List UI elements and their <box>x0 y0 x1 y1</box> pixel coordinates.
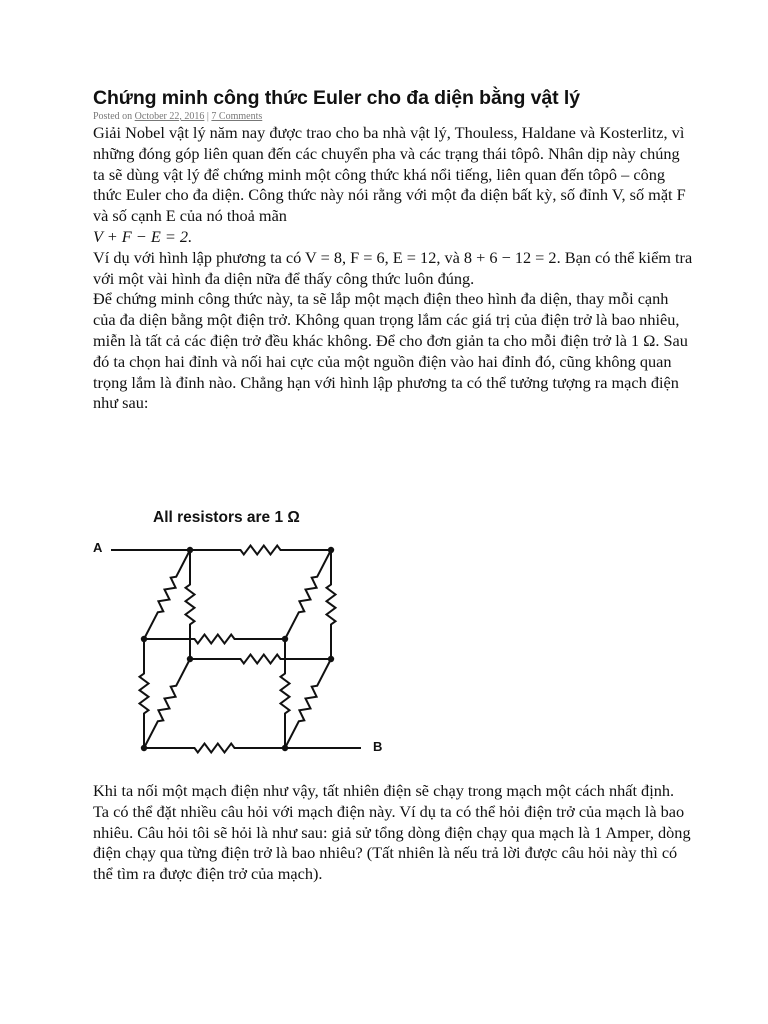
paragraph-circuit-setup: Để chứng minh công thức này, ta sẽ lắp một mạch điện theo hình đa diện, thay mỗi cạnh của đa diện bằng một điện trở. Không quan trọng lắm các giá trị của điện trở là bao nhiêu, miễn là tất cả các điện trở đều khác không. Để cho đơn giản ta cho mỗi điện trở là 1 Ω. Sau đó ta chọn hai đỉnh và nối hai cực của một nguồn điện vào hai đỉnh đó, cũng không quan trọng lắm là đỉnh nào. Chẳng hạn với hình lập phương ta có thể tưởng tượng ra mạch điện như sau: <box>93 289 688 413</box>
resistor-back-left-vertical <box>186 550 195 659</box>
post-date-link[interactable]: October 22, 2016 <box>134 111 205 122</box>
paragraph-circuit-question: Khi ta nối một mạch điện như vậy, tất nhiên điện sẽ chạy trong mạch một cách nhất định. Ta có thể đặt nhiều câu hỏi với mạch điện này. Ví dụ ta có thể hỏi điện trở của mạch là bao nhiêu. Câu hỏi tôi sẽ hỏi là như sau: giả sử tổng dòng điện chạy qua mạch là 1 Amper, dòng điện chạy qua từng điện trở là bao nhiêu? (Tất nhiên là nếu trả lời được câu hỏi này thì có thể tìm ra được điện trở của mạch). <box>93 781 691 884</box>
resistor-bottom-back <box>190 655 331 664</box>
resistor-top-back <box>190 546 331 555</box>
resistor-bottom-front <box>144 744 285 753</box>
resistor-top-left-diagonal <box>144 550 190 639</box>
resistor-front-right-vertical <box>281 639 290 748</box>
resistor-top-front <box>144 635 285 644</box>
resistor-back-right-vertical <box>327 550 336 659</box>
cube-circuit-figure <box>93 497 393 772</box>
resistor-front-left-vertical <box>140 639 149 748</box>
posted-on-label: Posted on <box>93 111 135 122</box>
comments-link[interactable]: 7 Comments <box>211 111 263 122</box>
article-title: Chứng minh công thức Euler cho đa diện bằng vật lý <box>93 87 580 109</box>
paragraph-after-figure-wrap <box>93 781 693 885</box>
euler-formula: V + F − E = 2. <box>93 226 193 246</box>
paragraph-intro: Giải Nobel vật lý năm nay được trao cho ba nhà vật lý, Thouless, Haldane và Kosterlitz, vì những đóng góp liên quan đến các chuyển pha và các trạng thái tôpô. Nhân dịp này chúng ta sẽ dùng vật lý để chứng minh một công thức khá nổi tiếng, liên quan đến tôpô – công thức Euler cho đa diện. Công thức này nói rằng với một đa diện bất kỳ, số đỉnh V, số mặt F và số cạnh E của nó thoả mãn <box>93 123 686 226</box>
junction-node <box>328 656 334 662</box>
terminal-a-label: A <box>93 540 103 555</box>
article <box>93 86 693 884</box>
junction-node <box>187 547 193 553</box>
paragraph-cube-example: Ví dụ với hình lập phương ta có V = 8, F = 6, E = 12, và 8 + 6 − 12 = 2. Bạn có thể kiểm tra với một vài hình đa diện nữa để thấy công thức luôn đúng. <box>93 247 693 288</box>
circuit-wires <box>111 546 361 753</box>
junction-node <box>282 636 288 642</box>
figure-caption: All resistors are 1 Ω <box>153 509 300 526</box>
junction-node <box>141 636 147 642</box>
junction-node <box>141 745 147 751</box>
resistor-bottom-right-diagonal <box>285 659 331 748</box>
junction-node <box>282 745 288 751</box>
cube-circuit-diagram <box>93 497 393 772</box>
junction-node <box>187 656 193 662</box>
meta-separator: | <box>204 111 212 122</box>
post-meta <box>93 111 693 123</box>
junction-node <box>328 547 334 553</box>
resistor-top-right-diagonal <box>285 550 331 639</box>
terminal-b-label: B <box>373 739 383 754</box>
resistor-bottom-left-diagonal <box>144 659 190 748</box>
